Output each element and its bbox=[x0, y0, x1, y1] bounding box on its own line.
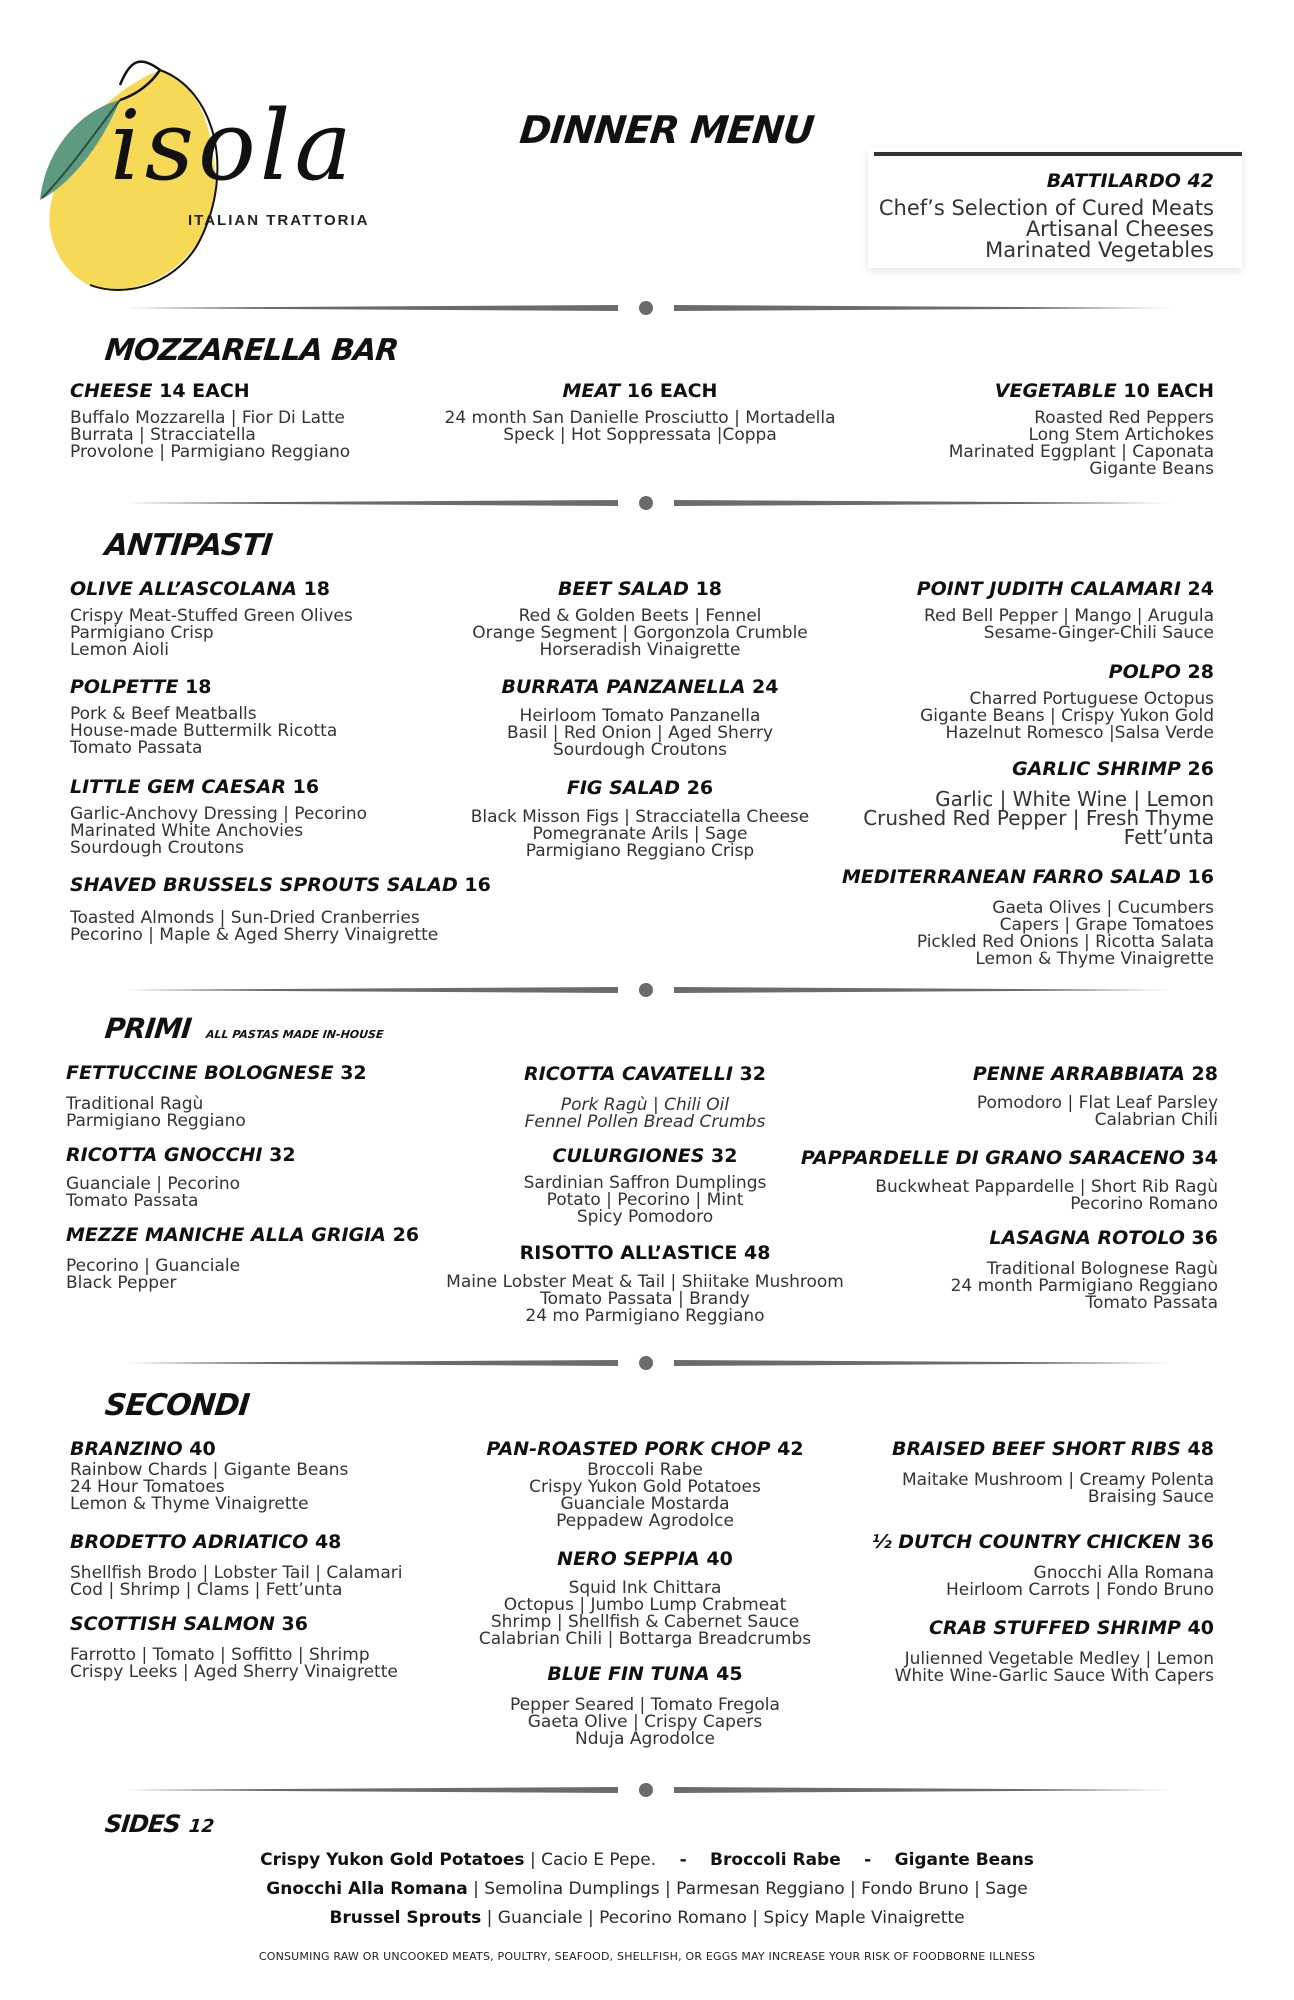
item-desc: Spicy Pomodoro bbox=[576, 1207, 714, 1227]
side-name: Crispy Yukon Gold Potatoes bbox=[260, 1850, 525, 1870]
item-name: BRAISED BEEF SHORT RIBS bbox=[891, 1438, 1181, 1460]
battilardo-rule bbox=[874, 152, 1242, 156]
item-desc: Tomato Passata bbox=[66, 1191, 199, 1211]
item-desc: Tomato Passata bbox=[70, 738, 203, 758]
item-price: 28 bbox=[1191, 1063, 1218, 1085]
item-desc: Hazelnut Romesco |Salsa Verde bbox=[945, 723, 1214, 743]
side-name: Brussel Sprouts bbox=[329, 1908, 482, 1928]
side-name: Gigante Beans bbox=[894, 1850, 1034, 1870]
item-desc: Pecorino | Guanciale bbox=[66, 1256, 241, 1276]
item-desc: 24 mo Parmigiano Reggiano bbox=[525, 1306, 765, 1326]
item-name: RISOTTO ALL’ASTICE bbox=[519, 1242, 738, 1264]
item-price: 32 bbox=[739, 1063, 766, 1085]
item-name: CHEESE bbox=[70, 380, 153, 402]
section-heading-primi bbox=[105, 1012, 383, 1045]
item-name: RICOTTA GNOCCHI bbox=[66, 1144, 263, 1166]
menu-item bbox=[70, 1613, 402, 1681]
sides-line bbox=[0, 1879, 1294, 1899]
menu-item bbox=[842, 578, 1214, 661]
battilardo-line: Marinated Vegetables bbox=[985, 238, 1214, 262]
item-name: RICOTTA CAVATELLI bbox=[524, 1063, 733, 1085]
section-heading-secondi: SECONDI bbox=[103, 1388, 251, 1423]
item-desc: Pomodoro | Flat Leaf Parsley bbox=[976, 1093, 1218, 1113]
item-name: GARLIC SHRIMP bbox=[1012, 758, 1181, 780]
side-separator: - bbox=[679, 1850, 687, 1870]
item-price: 40 bbox=[189, 1438, 216, 1460]
primi-note: ALL PASTAS MADE IN-HOUSE bbox=[205, 1028, 385, 1041]
menu-item bbox=[872, 1531, 1214, 1617]
item-desc: 24 Hour Tomatoes bbox=[70, 1477, 225, 1497]
section-divider bbox=[118, 980, 1174, 1000]
item-price: 10 EACH bbox=[1123, 380, 1214, 402]
item-price: 40 bbox=[1187, 1617, 1214, 1639]
item-desc: Pecorino Romano bbox=[1070, 1194, 1218, 1214]
item-name: MEDITERRANEAN FARRO SALAD bbox=[841, 866, 1181, 888]
item-desc: Long Stem Artichokes bbox=[1028, 425, 1214, 445]
item-name: CRAB STUFFED SHRIMP bbox=[929, 1617, 1181, 1639]
item-desc: Sourdough Croutons bbox=[553, 740, 727, 760]
item-price: 28 bbox=[1187, 661, 1214, 683]
item-desc: Crispy Yukon Gold Potatoes bbox=[529, 1477, 761, 1497]
item-desc: Gnocchi Alla Romana bbox=[1033, 1563, 1214, 1583]
item-desc: Pecorino | Maple & Aged Sherry Vinaigrette bbox=[70, 925, 439, 945]
sides-title: SIDES bbox=[103, 1810, 182, 1838]
item-desc: Guanciale Mostarda bbox=[560, 1494, 730, 1514]
menu-item bbox=[70, 874, 491, 944]
item-price: 42 bbox=[777, 1438, 804, 1460]
item-desc: Parmigiano Reggiano bbox=[66, 1111, 246, 1131]
sides-line bbox=[0, 1850, 1294, 1870]
item-name: ½ DUTCH COUNTRY CHICKEN bbox=[871, 1531, 1181, 1553]
item-desc: House-made Buttermilk Ricotta bbox=[70, 721, 338, 741]
item-name: BLUE FIN TUNA bbox=[547, 1663, 710, 1685]
section-divider bbox=[118, 298, 1174, 318]
section-heading-antipasti: ANTIPASTI bbox=[103, 528, 274, 563]
item-desc: Maine Lobster Meat & Tail | Shiitake Mushroom bbox=[446, 1272, 844, 1292]
item-name: PAPPARDELLE DI GRANO SARACENO bbox=[800, 1147, 1185, 1169]
menu-item bbox=[872, 1617, 1214, 1685]
item-desc: Pepper Seared | Tomato Fregola bbox=[510, 1695, 780, 1715]
item-desc: Red Bell Pepper | Mango | Arugula bbox=[923, 606, 1214, 626]
item-desc: 24 month San Danielle Prosciutto | Mortadella bbox=[444, 408, 836, 428]
section-divider bbox=[118, 1780, 1174, 1800]
menu-item bbox=[66, 1144, 419, 1224]
item-price: 32 bbox=[711, 1145, 738, 1167]
menu-item bbox=[420, 1548, 870, 1663]
item-desc: Maitake Mushroom | Creamy Polenta bbox=[901, 1470, 1214, 1490]
menu-item bbox=[842, 758, 1214, 866]
item-name: NERO SEPPIA bbox=[557, 1548, 700, 1570]
menu-item bbox=[801, 1147, 1218, 1227]
item-name: BRANZINO bbox=[70, 1438, 183, 1460]
item-price: 26 bbox=[392, 1224, 420, 1246]
item-price: 16 bbox=[464, 874, 491, 896]
menu-item bbox=[70, 1438, 402, 1531]
secondi-center bbox=[420, 1438, 870, 1748]
section-heading-mozzarella: MOZZARELLA BAR bbox=[103, 333, 400, 368]
item-desc: Calabrian Chili | Bottarga Breadcrumbs bbox=[478, 1629, 812, 1649]
item-desc: Crispy Meat-Stuffed Green Olives bbox=[70, 606, 353, 626]
secondi-left bbox=[70, 1438, 402, 1681]
item-desc: Speck | Hot Soppressata |Coppa bbox=[503, 425, 777, 445]
brand-tagline: ITALIAN TRATTORIA bbox=[188, 212, 370, 229]
item-price: 18 bbox=[185, 676, 212, 698]
item-desc: Parmigiano Reggiano Crisp bbox=[525, 841, 755, 861]
item-name: VEGETABLE bbox=[994, 380, 1117, 402]
sides-line bbox=[0, 1908, 1294, 1928]
item-name: FETTUCCINE BOLOGNESE bbox=[66, 1062, 334, 1084]
item-desc: Braising Sauce bbox=[1087, 1487, 1214, 1507]
logo bbox=[20, 50, 390, 300]
item-desc: Julienned Vegetable Medley | Lemon bbox=[904, 1649, 1214, 1669]
item-price: 36 bbox=[281, 1613, 308, 1635]
item-price: 14 EACH bbox=[159, 380, 250, 402]
item-price: 40 bbox=[706, 1548, 733, 1570]
item-name: FIG SALAD bbox=[566, 777, 681, 799]
item-desc: Orange Segment | Gorgonzola Crumble bbox=[472, 623, 808, 643]
menu-item bbox=[70, 1531, 402, 1613]
item-desc: Calabrian Chili bbox=[1094, 1110, 1218, 1130]
menu-item bbox=[842, 866, 1214, 968]
item-price: 24 bbox=[752, 676, 779, 698]
item-desc: Roasted Red Peppers bbox=[1034, 408, 1214, 428]
menu-item bbox=[420, 578, 860, 676]
mozzarella-cheese bbox=[70, 380, 350, 461]
item-desc: Gigante Beans | Crispy Yukon Gold bbox=[920, 706, 1214, 726]
item-desc: Parmigiano Crisp bbox=[70, 623, 214, 643]
item-desc: Marinated White Anchovies bbox=[70, 821, 304, 841]
item-name: SCOTTISH SALMON bbox=[70, 1613, 275, 1635]
item-desc: Capers | Grape Tomatoes bbox=[999, 915, 1214, 935]
side-desc: | Guanciale | Pecorino Romano | Spicy Maple Vinaigrette bbox=[486, 1908, 965, 1928]
item-desc: Squid Ink Chittara bbox=[568, 1578, 722, 1598]
item-desc: Traditional Bolognese Ragù bbox=[986, 1259, 1218, 1279]
item-name: BEET SALAD bbox=[557, 578, 689, 600]
sides-price: 12 bbox=[187, 1816, 216, 1837]
item-desc: Crushed Red Pepper | Fresh Thyme bbox=[863, 806, 1214, 830]
menu-item bbox=[420, 676, 860, 777]
secondi-right bbox=[872, 1438, 1214, 1685]
item-desc: Broccoli Rabe bbox=[587, 1460, 703, 1480]
item-desc: Fett’unta bbox=[1123, 825, 1214, 849]
item-price: 24 bbox=[1187, 578, 1214, 600]
item-name: MEZZE MANICHE ALLA GRIGIA bbox=[66, 1224, 386, 1246]
item-name: BRODETTO ADRIATICO bbox=[70, 1531, 309, 1553]
item-desc: Tomato Passata | Brandy bbox=[540, 1289, 750, 1309]
item-price: 48 bbox=[743, 1242, 771, 1264]
item-desc: Gigante Beans bbox=[1089, 459, 1214, 479]
item-desc: Sourdough Croutons bbox=[70, 838, 244, 858]
battilardo-box bbox=[868, 148, 1242, 268]
item-price: 48 bbox=[314, 1531, 342, 1553]
side-separator: - bbox=[864, 1850, 872, 1870]
item-desc: Lemon Aioli bbox=[70, 640, 169, 660]
item-name: POLPO bbox=[1108, 661, 1181, 683]
side-desc: | Cacio E Pepe. bbox=[529, 1850, 657, 1870]
item-desc: Burrata | Stracciatella bbox=[70, 425, 256, 445]
brand-name: isola bbox=[110, 90, 356, 202]
item-desc: Heirloom Tomato Panzanella bbox=[519, 706, 761, 726]
menu-item bbox=[66, 1062, 419, 1144]
item-price: 16 bbox=[292, 776, 320, 798]
item-name: POLPETTE bbox=[70, 676, 179, 698]
menu-item bbox=[420, 1663, 870, 1748]
item-desc: White Wine-Garlic Sauce With Capers bbox=[894, 1666, 1214, 1686]
menu-item bbox=[420, 777, 860, 860]
item-price: 48 bbox=[1187, 1438, 1214, 1460]
item-price: 36 bbox=[1187, 1531, 1214, 1553]
menu-item bbox=[801, 1227, 1218, 1312]
item-price: 18 bbox=[695, 578, 723, 600]
item-desc: Gaeta Olive | Crispy Capers bbox=[527, 1712, 763, 1732]
primi-left bbox=[66, 1062, 419, 1292]
item-desc: Sesame-Ginger-Chili Sauce bbox=[983, 623, 1214, 643]
item-desc: Pickled Red Onions | Ricotta Salata bbox=[916, 932, 1214, 952]
item-desc: Traditional Ragù bbox=[66, 1094, 204, 1114]
menu-item bbox=[872, 1438, 1214, 1531]
item-desc: Pork Ragù | Chili Oil bbox=[560, 1095, 730, 1115]
item-desc: Tomato Passata bbox=[1085, 1293, 1218, 1313]
item-desc: 24 month Parmigiano Reggiano bbox=[950, 1276, 1218, 1296]
item-price: 16 bbox=[1187, 866, 1214, 888]
battilardo-title: BATTILARDO 42 bbox=[1046, 170, 1214, 192]
item-desc: Farrotto | Tomato | Soffitto | Shrimp bbox=[70, 1645, 370, 1665]
item-desc: Garlic | White Wine | Lemon bbox=[935, 787, 1214, 811]
item-price: 32 bbox=[340, 1062, 367, 1084]
battilardo-line: Artisanal Cheeses bbox=[1025, 217, 1214, 241]
primi-right bbox=[801, 1063, 1218, 1312]
item-desc: Fennel Pollen Bread Crumbs bbox=[524, 1112, 766, 1132]
item-desc: Rainbow Chards | Gigante Beans bbox=[70, 1460, 349, 1480]
item-name: BURRATA PANZANELLA bbox=[501, 676, 746, 698]
item-name: MEAT bbox=[562, 380, 621, 402]
item-desc: Horseradish Vinaigrette bbox=[539, 640, 741, 660]
item-price: 34 bbox=[1191, 1147, 1218, 1169]
section-divider bbox=[118, 1353, 1174, 1373]
item-desc: Pomegranate Arils | Sage bbox=[532, 824, 748, 844]
item-desc: Buffalo Mozzarella | Fior Di Latte bbox=[70, 408, 345, 428]
primi-title: PRIMI bbox=[103, 1012, 193, 1045]
item-desc: Buckwheat Pappardelle | Short Rib Ragù bbox=[875, 1177, 1218, 1197]
item-desc: Garlic-Anchovy Dressing | Pecorino bbox=[70, 804, 368, 824]
item-desc: Octopus | Jumbo Lump Crabmeat bbox=[503, 1595, 787, 1615]
side-desc: | Semolina Dumplings | Parmesan Reggiano | Fondo Bruno | Sage bbox=[473, 1879, 1028, 1899]
item-price: 26 bbox=[686, 777, 714, 799]
item-price: 32 bbox=[269, 1144, 296, 1166]
item-name: SHAVED BRUSSELS SPROUTS SALAD bbox=[70, 874, 458, 896]
side-name: Broccoli Rabe bbox=[710, 1850, 841, 1870]
mozzarella-vegetable bbox=[949, 380, 1214, 478]
menu-item bbox=[66, 1224, 419, 1292]
item-desc: Marinated Eggplant | Caponata bbox=[948, 442, 1214, 462]
item-name: OLIVE ALL’ASCOLANA bbox=[70, 578, 297, 600]
item-desc: Heirloom Carrots | Fondo Bruno bbox=[945, 1580, 1214, 1600]
menu-item bbox=[842, 661, 1214, 758]
item-desc: Crispy Leeks | Aged Sherry Vinaigrette bbox=[70, 1662, 398, 1682]
item-desc: Nduja Agrodolce bbox=[575, 1729, 715, 1749]
menu-item bbox=[420, 1438, 870, 1548]
section-divider bbox=[118, 493, 1174, 513]
disclaimer: CONSUMING RAW OR UNCOOKED MEATS, POULTRY, SEAFOOD, SHELLFISH, OR EGGS MAY INCREASE YOUR RISK OF FOODBORNE ILLNESS bbox=[258, 1950, 1036, 1963]
item-desc: Red & Golden Beets | Fennel bbox=[518, 606, 762, 626]
item-desc: Shrimp | Shellfish & Cabernet Sauce bbox=[490, 1612, 800, 1632]
item-desc: Lemon & Thyme Vinaigrette bbox=[975, 949, 1214, 969]
item-price: 36 bbox=[1191, 1227, 1218, 1249]
antipasti-right bbox=[842, 578, 1214, 968]
battilardo-line: Chef’s Selection of Cured Meats bbox=[878, 196, 1214, 220]
item-desc: Lemon & Thyme Vinaigrette bbox=[70, 1494, 309, 1514]
item-desc: Black Pepper bbox=[66, 1273, 177, 1293]
item-desc: Provolone | Parmigiano Reggiano bbox=[70, 442, 351, 462]
item-name: PENNE ARRABBIATA bbox=[972, 1063, 1185, 1085]
item-desc: Potato | Pecorino | Mint bbox=[546, 1190, 744, 1210]
item-price: 26 bbox=[1187, 758, 1214, 780]
item-price: 45 bbox=[716, 1663, 743, 1685]
item-desc: Basil | Red Onion | Aged Sherry bbox=[506, 723, 774, 743]
battilardo-desc bbox=[879, 198, 1214, 261]
item-desc: Shellfish Brodo | Lobster Tail | Calamari bbox=[70, 1563, 403, 1583]
item-name: POINT JUDITH CALAMARI bbox=[916, 578, 1181, 600]
item-desc: Black Misson Figs | Stracciatella Cheese bbox=[470, 807, 810, 827]
section-heading-sides bbox=[105, 1810, 214, 1838]
item-price: 16 EACH bbox=[626, 380, 718, 402]
antipasti-center bbox=[420, 578, 860, 860]
item-name: PAN-ROASTED PORK CHOP bbox=[486, 1438, 771, 1460]
item-desc: Pork & Beef Meatballs bbox=[70, 704, 257, 724]
item-desc: Charred Portuguese Octopus bbox=[969, 689, 1214, 709]
menu-item bbox=[801, 1063, 1218, 1147]
item-desc: Toasted Almonds | Sun-Dried Cranberries bbox=[70, 908, 420, 928]
item-price: 18 bbox=[303, 578, 331, 600]
item-desc: Sardinian Saffron Dumplings bbox=[523, 1173, 767, 1193]
side-name: Gnocchi Alla Romana bbox=[266, 1879, 468, 1899]
item-name: LITTLE GEM CAESAR bbox=[70, 776, 286, 798]
page-title: DINNER MENU bbox=[517, 108, 816, 152]
mozzarella-meat bbox=[400, 380, 880, 444]
item-desc: Guanciale | Pecorino bbox=[66, 1174, 241, 1194]
item-name: LASAGNA ROTOLO bbox=[989, 1227, 1185, 1249]
item-name: CULURGIONES bbox=[552, 1145, 705, 1167]
item-desc: Peppadew Agrodolce bbox=[556, 1511, 734, 1531]
item-desc: Cod | Shrimp | Clams | Fett’unta bbox=[70, 1580, 343, 1600]
item-desc: Gaeta Olives | Cucumbers bbox=[992, 898, 1214, 918]
